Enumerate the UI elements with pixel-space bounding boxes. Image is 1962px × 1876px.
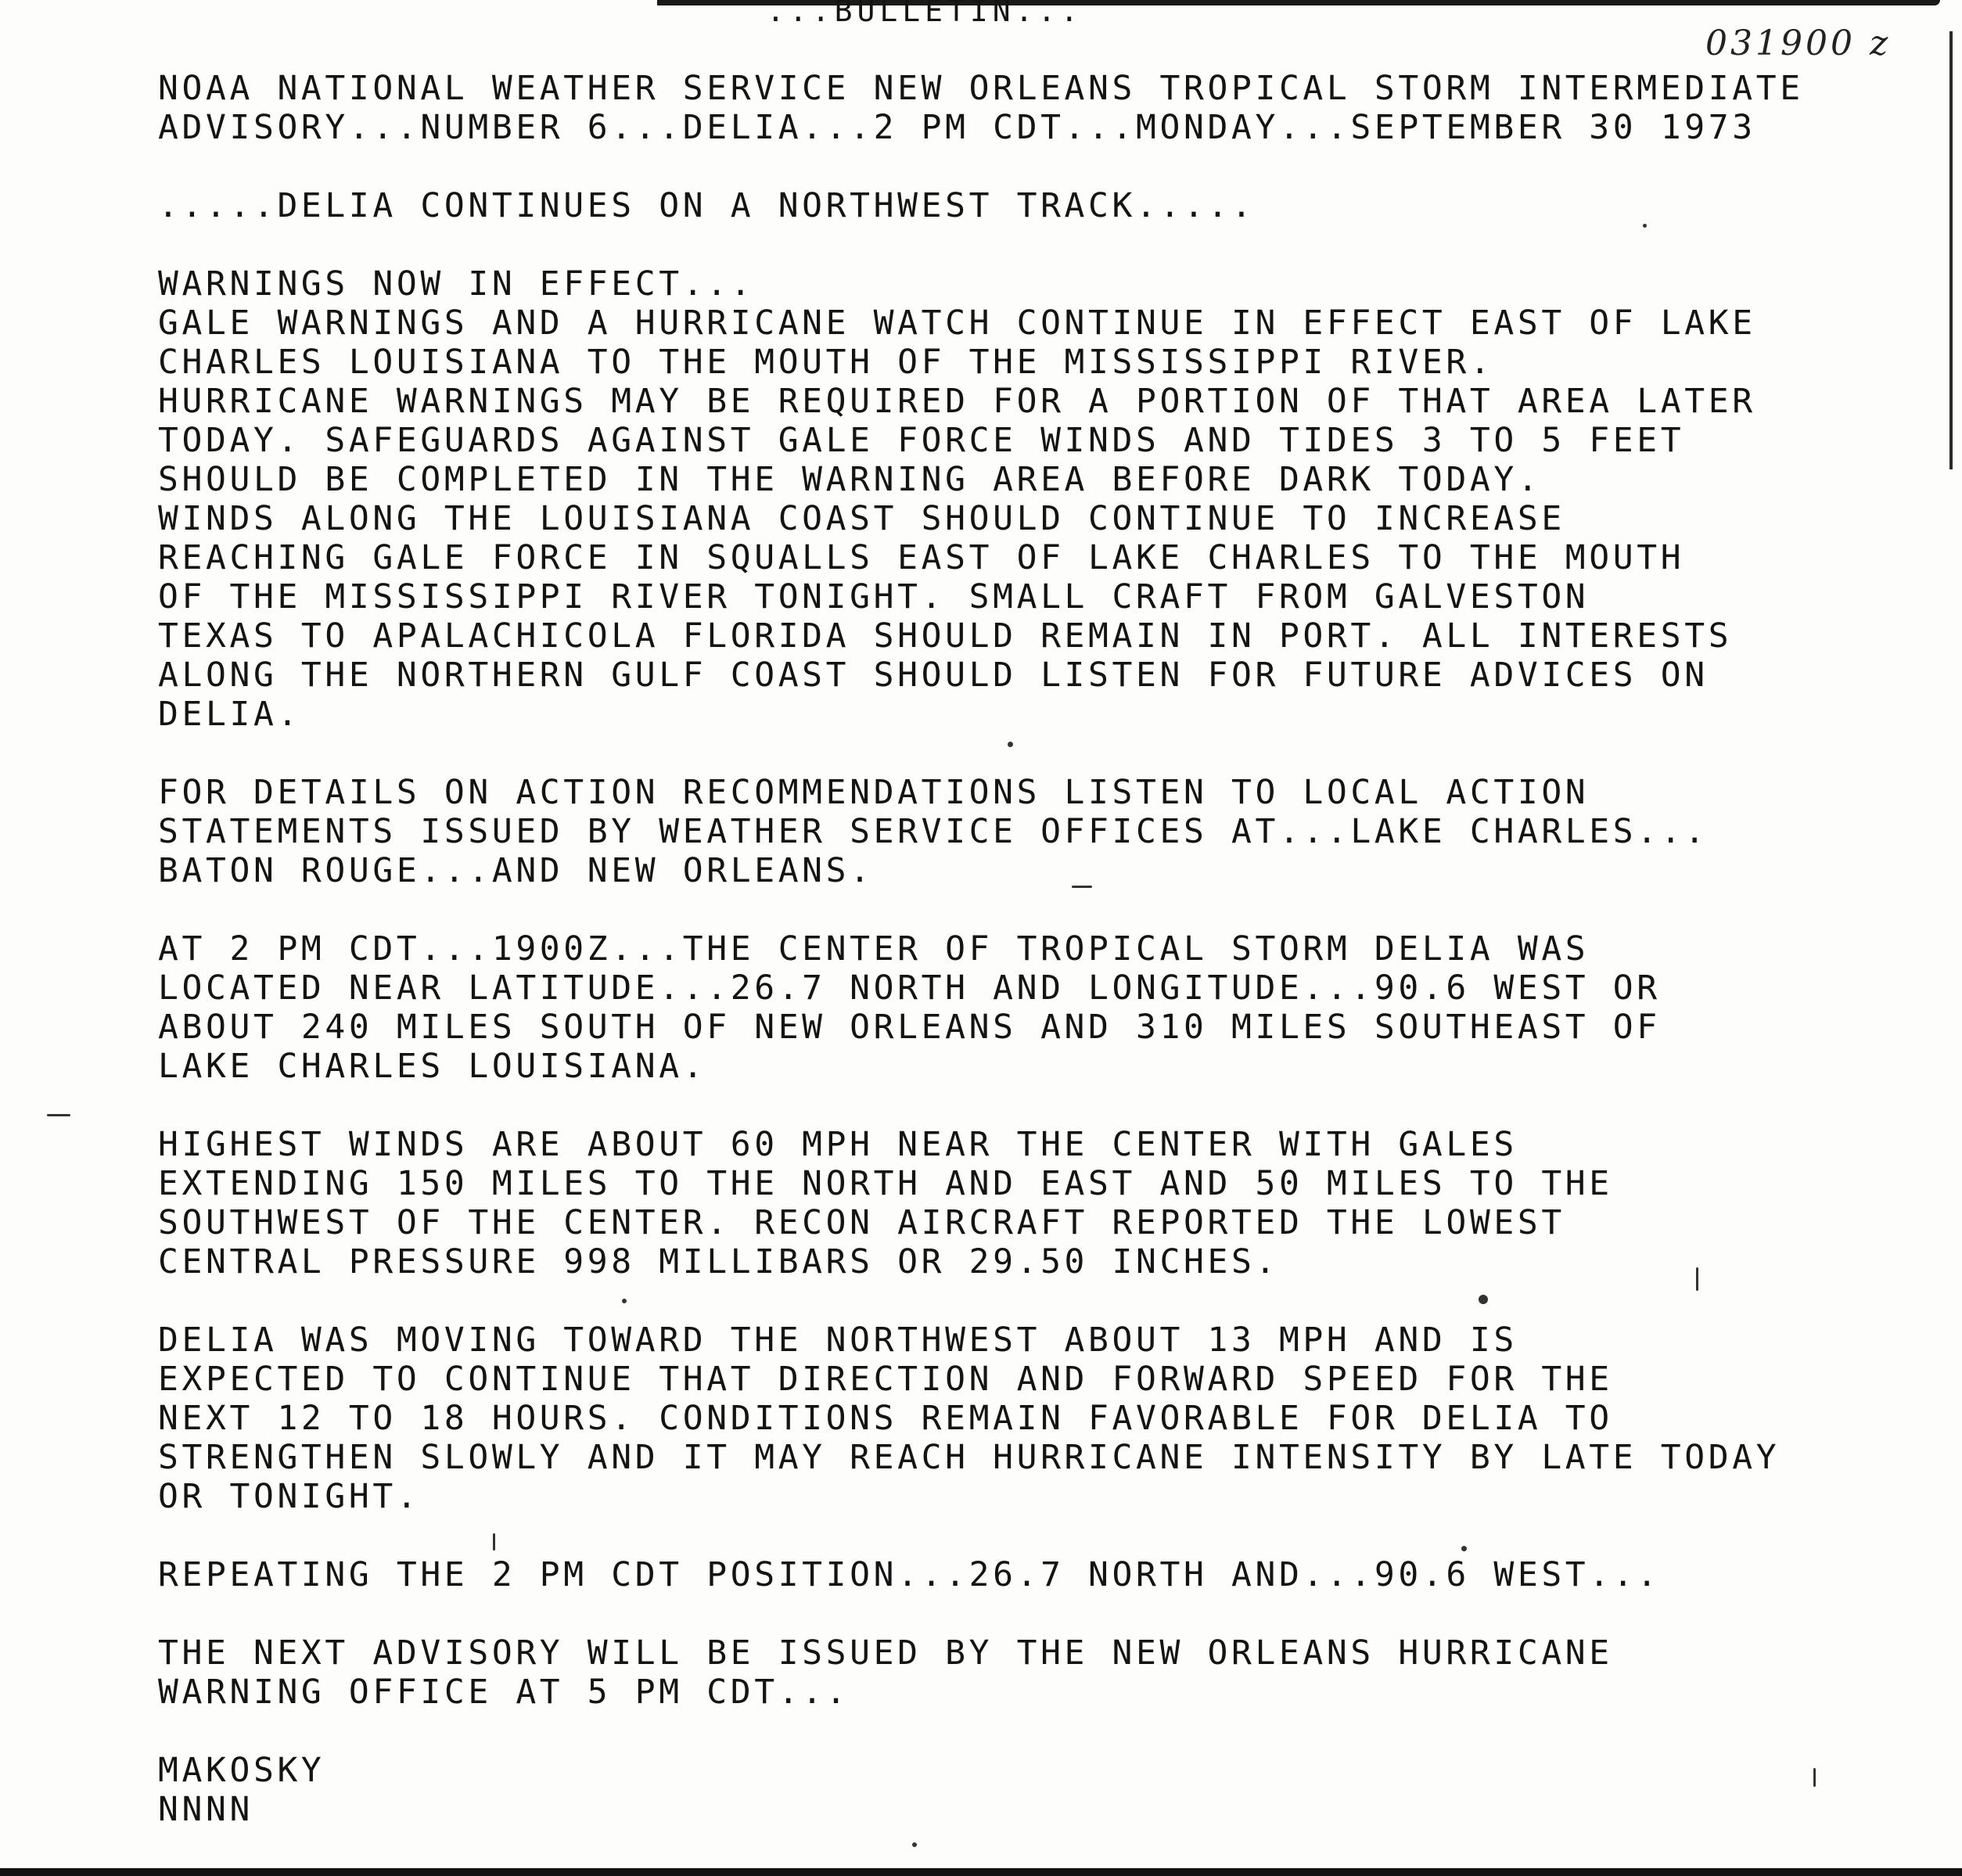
- blank-line: [158, 734, 1942, 773]
- blank-line: [158, 225, 1942, 264]
- advisory-body: [158, 69, 1942, 1829]
- advisory-line: FOR DETAILS ON ACTION RECOMMENDATIONS LISTEN TO LOCAL ACTION: [158, 773, 1590, 812]
- advisory-line: NEXT 12 TO 18 HOURS. CONDITIONS REMAIN FAVORABLE FOR DELIA TO: [158, 1399, 1613, 1438]
- advisory-line: SHOULD BE COMPLETED IN THE WARNING AREA BEFORE DARK TODAY.: [158, 460, 1542, 499]
- blank-line: [158, 147, 1942, 186]
- advisory-line: ABOUT 240 MILES SOUTH OF NEW ORLEANS AND 310 MILES SOUTHEAST OF: [158, 1008, 1661, 1047]
- blank-line: [158, 1281, 1942, 1321]
- advisory-line: OR TONIGHT.: [158, 1477, 421, 1516]
- advisory-line: REACHING GALE FORCE IN SQUALLS EAST OF LAKE CHARLES TO THE MOUTH: [158, 538, 1685, 577]
- advisory-line: HURRICANE WARNINGS MAY BE REQUIRED FOR A PORTION OF THAT AREA LATER: [158, 382, 1756, 421]
- blank-line: [158, 1594, 1942, 1633]
- advisory-line: DELIA.: [158, 695, 301, 734]
- advisory-line: SOUTHWEST OF THE CENTER. RECON AIRCRAFT REPORTED THE LOWEST: [158, 1203, 1565, 1242]
- advisory-line: MAKOSKY: [158, 1751, 325, 1790]
- advisory-line: STRENGTHEN SLOWLY AND IT MAY REACH HURRICANE INTENSITY BY LATE TODAY: [158, 1438, 1781, 1477]
- bulletin-header: ...BULLETIN...: [767, 0, 1083, 28]
- blank-line: [158, 1086, 1942, 1125]
- advisory-line: AT 2 PM CDT...1900Z...THE CENTER OF TROPICAL STORM DELIA WAS: [158, 929, 1590, 969]
- advisory-line: TODAY. SAFEGUARDS AGAINST GALE FORCE WINDS AND TIDES 3 TO 5 FEET: [158, 421, 1685, 460]
- advisory-line: ADVISORY...NUMBER 6...DELIA...2 PM CDT...MONDAY...SEPTEMBER 30 1973: [158, 108, 1756, 147]
- advisory-line: DELIA WAS MOVING TOWARD THE NORTHWEST ABOUT 13 MPH AND IS: [158, 1321, 1518, 1360]
- advisory-line: TEXAS TO APALACHICOLA FLORIDA SHOULD REMAIN IN PORT. ALL INTERESTS: [158, 616, 1733, 656]
- advisory-line: WARNINGS NOW IN EFFECT...: [158, 264, 755, 304]
- advisory-line: ALONG THE NORTHERN GULF COAST SHOULD LISTEN FOR FUTURE ADVICES ON: [158, 656, 1709, 695]
- blank-line: [158, 1516, 1942, 1555]
- blank-line: [158, 1712, 1942, 1751]
- advisory-line: .....DELIA CONTINUES ON A NORTHWEST TRACK.....: [158, 186, 1256, 225]
- advisory-line: THE NEXT ADVISORY WILL BE ISSUED BY THE NEW ORLEANS HURRICANE: [158, 1633, 1613, 1673]
- advisory-line: NOAA NATIONAL WEATHER SERVICE NEW ORLEANS TROPICAL STORM INTERMEDIATE: [158, 69, 1804, 108]
- advisory-line: HIGHEST WINDS ARE ABOUT 60 MPH NEAR THE CENTER WITH GALES: [158, 1125, 1518, 1164]
- advisory-line: STATEMENTS ISSUED BY WEATHER SERVICE OFFICES AT...LAKE CHARLES...: [158, 812, 1709, 851]
- advisory-line: CHARLES LOUISIANA TO THE MOUTH OF THE MISSISSIPPI RIVER.: [158, 343, 1494, 382]
- advisory-line: OF THE MISSISSIPPI RIVER TONIGHT. SMALL CRAFT FROM GALVESTON: [158, 577, 1590, 616]
- advisory-line: EXPECTED TO CONTINUE THAT DIRECTION AND FORWARD SPEED FOR THE: [158, 1360, 1613, 1399]
- advisory-line: GALE WARNINGS AND A HURRICANE WATCH CONTINUE IN EFFECT EAST OF LAKE: [158, 304, 1756, 343]
- advisory-line: WINDS ALONG THE LOUISIANA COAST SHOULD CONTINUE TO INCREASE: [158, 499, 1565, 538]
- handwritten-time-note: 031900 z: [1705, 23, 1892, 63]
- blank-line: [158, 890, 1942, 929]
- scan-bottom-edge: [0, 1868, 1962, 1876]
- advisory-line: CENTRAL PRESSURE 998 MILLIBARS OR 29.50 INCHES.: [158, 1242, 1279, 1281]
- advisory-line: LAKE CHARLES LOUISIANA.: [158, 1047, 707, 1086]
- advisory-line: LOCATED NEAR LATITUDE...26.7 NORTH AND LONGITUDE...90.6 WEST OR: [158, 969, 1661, 1008]
- advisory-line: REPEATING THE 2 PM CDT POSITION...26.7 NORTH AND...90.6 WEST...: [158, 1555, 1661, 1594]
- advisory-line: WARNING OFFICE AT 5 PM CDT...: [158, 1673, 850, 1712]
- scan-right-edge: [1949, 31, 1953, 469]
- advisory-line: NNNN: [158, 1790, 253, 1829]
- advisory-line: EXTENDING 150 MILES TO THE NORTH AND EAST AND 50 MILES TO THE: [158, 1164, 1613, 1203]
- advisory-line: BATON ROUGE...AND NEW ORLEANS.: [158, 851, 874, 890]
